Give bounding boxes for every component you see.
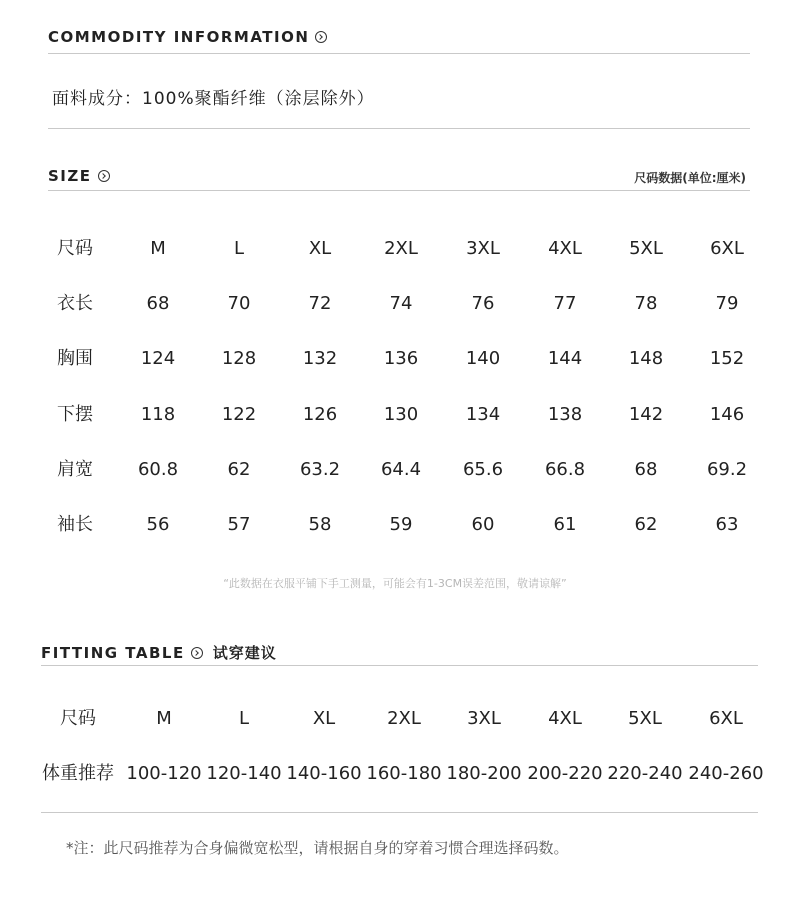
table-cell: 240-260: [688, 763, 764, 784]
table-cell: 142: [628, 404, 664, 425]
table-cell: 62: [227, 459, 251, 480]
divider: [41, 665, 758, 666]
commodity-title-text: COMMODITY INFORMATION: [48, 28, 310, 46]
size-title-text: SIZE: [48, 167, 92, 185]
size-footnote: “此数据在衣服平铺下手工测量，可能会有1-3CM误差范围，敬请谅解”: [223, 577, 567, 590]
commodity-section-title: [48, 28, 327, 46]
divider: [48, 190, 750, 191]
table-cell: 140-160: [286, 763, 362, 784]
fitting-subtitle: 试穿建议: [212, 644, 277, 662]
divider: [48, 53, 750, 54]
table-cell: 69.2: [706, 459, 748, 480]
table-cell: 58: [308, 514, 332, 535]
table-header-row: [0, 699, 790, 739]
table-cell: 6XL: [709, 708, 743, 729]
table-cell: 77: [553, 293, 577, 314]
divider: [41, 812, 758, 813]
table-cell: 124: [140, 348, 176, 369]
table-header-row: [0, 229, 790, 269]
table-cell: 72: [308, 293, 332, 314]
row-label: 衣长: [57, 293, 93, 314]
table-row: [0, 339, 790, 379]
table-cell: 74: [389, 293, 413, 314]
table-cell: 100-120: [126, 763, 202, 784]
table-cell: 63.2: [299, 459, 341, 480]
table-cell: 148: [628, 348, 664, 369]
table-row: [0, 754, 790, 794]
table-row: [0, 505, 790, 545]
table-cell: 6XL: [710, 238, 744, 259]
table-cell: 146: [709, 404, 745, 425]
table-cell: 68: [146, 293, 170, 314]
table-cell: XL: [308, 238, 332, 259]
row-label: 体重推荐: [42, 763, 114, 784]
table-cell: 4XL: [548, 708, 582, 729]
row-label: 尺码: [60, 708, 96, 729]
size-unit-note: 尺码数据(单位:厘米): [634, 171, 746, 185]
table-cell: L: [233, 238, 245, 259]
table-cell: 180-200: [446, 763, 522, 784]
table-cell: 220-240: [607, 763, 683, 784]
table-cell: 62: [634, 514, 658, 535]
table-cell: 128: [221, 348, 257, 369]
table-cell: L: [238, 708, 250, 729]
table-cell: M: [156, 708, 172, 729]
table-cell: 160-180: [366, 763, 442, 784]
table-cell: 132: [302, 348, 338, 369]
fitting-title-text: FITTING TABLE: [41, 643, 185, 662]
table-cell: 2XL: [387, 708, 421, 729]
table-row: [0, 395, 790, 435]
table-cell: 5XL: [629, 238, 663, 259]
table-cell: 59: [389, 514, 413, 535]
table-cell: 76: [471, 293, 495, 314]
table-cell: 200-220: [527, 763, 603, 784]
table-cell: 3XL: [467, 708, 501, 729]
row-label: 下摆: [57, 404, 93, 425]
table-cell: 140: [465, 348, 501, 369]
fabric-composition: 面料成分：100%聚酯纤维（涂层除外）: [52, 89, 375, 109]
table-cell: 63: [715, 514, 739, 535]
table-cell: 3XL: [466, 238, 500, 259]
table-cell: 134: [465, 404, 501, 425]
table-cell: 60: [471, 514, 495, 535]
chevron-right-circle-icon: [98, 170, 110, 182]
table-cell: 118: [140, 404, 176, 425]
table-cell: 57: [227, 514, 251, 535]
table-cell: 65.6: [462, 459, 504, 480]
chevron-right-circle-icon: [191, 647, 203, 659]
table-cell: 144: [547, 348, 583, 369]
table-cell: M: [150, 238, 166, 259]
table-row: [0, 450, 790, 490]
table-row: [0, 284, 790, 324]
divider: [48, 128, 750, 129]
table-cell: 130: [383, 404, 419, 425]
table-cell: 66.8: [544, 459, 586, 480]
table-cell: 61: [553, 514, 577, 535]
fitting-section-title: [41, 642, 277, 663]
table-cell: 56: [146, 514, 170, 535]
table-cell: 152: [709, 348, 745, 369]
table-cell: 138: [547, 404, 583, 425]
table-cell: 126: [302, 404, 338, 425]
table-cell: 120-140: [206, 763, 282, 784]
table-cell: 64.4: [380, 459, 422, 480]
table-cell: 78: [634, 293, 658, 314]
fitting-note: *注：此尺码推荐为合身偏微宽松型，请根据自身的穿着习惯合理选择码数。: [66, 839, 569, 857]
row-label: 肩宽: [57, 459, 93, 480]
table-cell: 60.8: [137, 459, 179, 480]
row-label: 胸围: [57, 348, 93, 369]
table-cell: 5XL: [628, 708, 662, 729]
table-cell: 70: [227, 293, 251, 314]
row-label: 袖长: [57, 514, 93, 535]
chevron-right-circle-icon: [315, 31, 327, 43]
table-cell: 79: [715, 293, 739, 314]
table-cell: XL: [312, 708, 336, 729]
table-cell: 68: [634, 459, 658, 480]
table-cell: 122: [221, 404, 257, 425]
table-cell: 2XL: [384, 238, 418, 259]
size-section-title: [48, 167, 110, 185]
row-label: 尺码: [57, 238, 93, 259]
table-cell: 4XL: [548, 238, 582, 259]
table-cell: 136: [383, 348, 419, 369]
